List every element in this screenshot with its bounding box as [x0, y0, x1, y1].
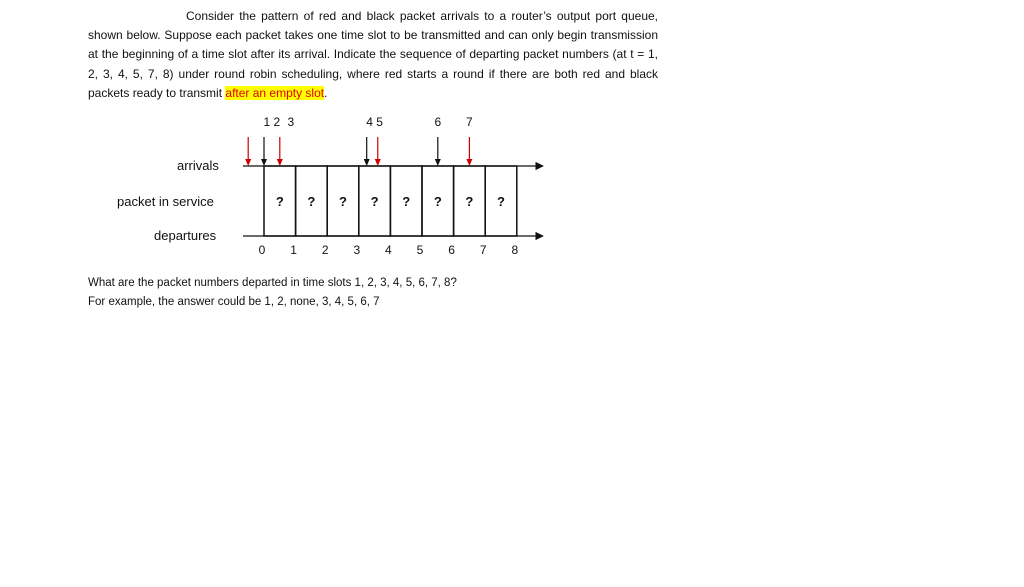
- arrival-arrow: [435, 137, 441, 166]
- arrival-arrow: [261, 137, 267, 166]
- arrival-number-label: 1 2: [263, 115, 281, 129]
- arrival-number-label: 4 5: [366, 115, 383, 129]
- arrivals-label: arrivals: [177, 158, 219, 173]
- time-tick-label: 1: [290, 243, 297, 257]
- arrival-arrows: [245, 137, 472, 166]
- arrival-arrow: [375, 137, 381, 166]
- time-tick-label: 5: [416, 243, 424, 257]
- example-line: For example, the answer could be 1, 2, none, 3, 4, 5, 6, 7: [88, 296, 380, 308]
- arrival-arrow: [245, 137, 251, 166]
- slot-unknown-mark: ?: [370, 194, 379, 209]
- slot-unknown-mark: ?: [497, 194, 505, 209]
- time-tick-label: 3: [353, 243, 361, 257]
- problem-text-end: .: [324, 85, 328, 100]
- time-tick-label: 4: [385, 243, 392, 257]
- service-label: packet in service: [117, 194, 214, 209]
- slot-unknown-mark: ?: [275, 194, 284, 209]
- arrival-number-label: 3: [287, 115, 295, 129]
- arrival-number-labels: [264, 115, 474, 129]
- question-line: What are the packet numbers departed in time slots 1, 2, 3, 4, 5, 6, 7, 8?: [88, 277, 457, 289]
- arrival-number-label: 6: [434, 115, 442, 129]
- arrival-arrow: [364, 137, 370, 166]
- slot-unknown-mark: ?: [433, 194, 442, 209]
- time-tick-label: 2: [321, 243, 329, 257]
- highlighted-phrase: after an empty slot: [225, 85, 325, 100]
- time-tick-label: 6: [448, 243, 455, 257]
- service-slots: [264, 166, 517, 236]
- time-tick-label: 8: [511, 243, 519, 257]
- slot-unknown-mark: ?: [402, 194, 411, 209]
- departures-label: departures: [154, 228, 217, 243]
- slot-unknown-mark: ?: [339, 194, 347, 209]
- time-tick-label: 7: [479, 243, 487, 257]
- slot-unknown-mark: ?: [307, 194, 316, 209]
- arrival-arrow: [466, 137, 472, 166]
- arrival-number-label: 7: [466, 115, 473, 129]
- arrival-arrow: [277, 137, 283, 166]
- problem-text: Consider the pattern of red and black packet arrivals to a router’s output port queue, shown below. Suppose each packet takes one time slot to be transmitted and can only begin transmission at the beginning of a time slot after its arrival. Indicate the sequence of departing packet numbers (at t = 1, 2, 3, 4, 5, 7, 8) under round robin scheduling, where red starts a round if there are both red and black packets ready to transmit: [88, 9, 658, 100]
- time-tick-label: 0: [258, 243, 266, 257]
- time-tick-labels: [259, 243, 519, 257]
- slot-unknown-mark: ?: [465, 194, 474, 209]
